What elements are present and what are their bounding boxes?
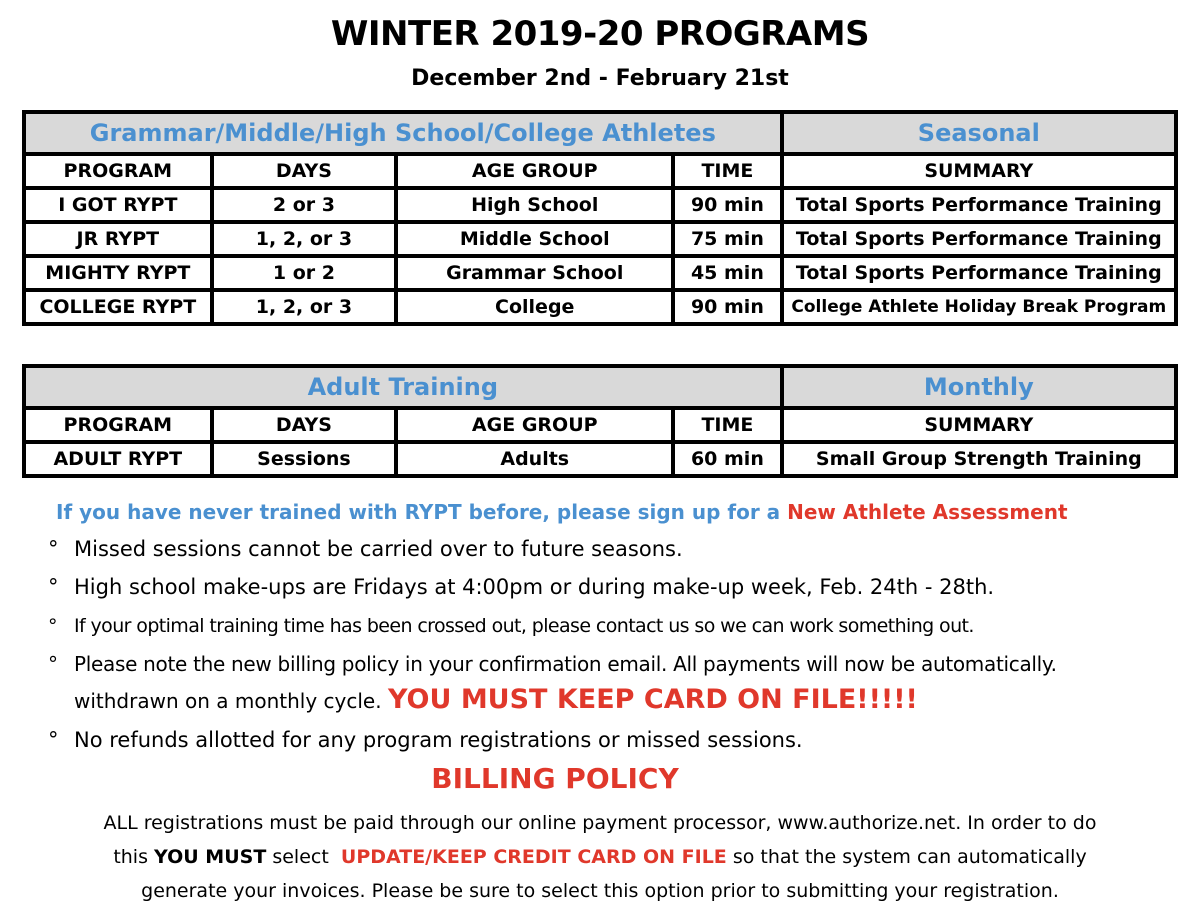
bullet-marker: ° <box>48 652 58 676</box>
section-title: Grammar/Middle/High School/College Athletes <box>24 112 782 154</box>
summary-cell: Small Group Strength Training <box>782 442 1176 476</box>
age-group-cell: College <box>396 290 673 324</box>
table-row <box>24 256 1176 290</box>
column-header: DAYS <box>212 154 397 188</box>
bullet-marker: ° <box>48 615 57 637</box>
billing-policy-title: BILLING POLICY <box>431 762 679 795</box>
column-header: PROGRAM <box>24 154 212 188</box>
bullet-marker: ° <box>48 537 59 561</box>
days-cell: 1, 2, or 3 <box>212 290 397 324</box>
bullet-marker: ° <box>48 728 59 752</box>
table-row <box>24 290 1176 324</box>
bullet-marker: ° <box>48 575 59 599</box>
billing-text: select <box>272 846 329 868</box>
column-header: AGE GROUP <box>396 154 673 188</box>
days-cell: 1, 2, or 3 <box>212 222 397 256</box>
days-cell: Sessions <box>212 442 397 476</box>
new-athlete-notice <box>56 500 1068 524</box>
list-item <box>48 537 683 561</box>
days-cell: 1 or 2 <box>212 256 397 290</box>
section-type: Seasonal <box>782 112 1176 154</box>
list-item-continuation <box>48 684 918 715</box>
program-cell: MIGHTY RYPT <box>24 256 212 290</box>
billing-text: this <box>113 846 148 868</box>
age-group-cell: Middle School <box>396 222 673 256</box>
bullet-text: Missed sessions cannot be carried over to future seasons. <box>74 537 683 561</box>
time-cell: 45 min <box>673 256 781 290</box>
billing-option-highlight: UPDATE/KEEP CREDIT CARD ON FILE <box>340 846 727 868</box>
summary-cell: Total Sports Performance Training <box>782 188 1176 222</box>
list-item <box>48 575 994 599</box>
youth-programs-table <box>22 110 1178 326</box>
summary-cell: Total Sports Performance Training <box>782 256 1176 290</box>
bullet-text: No refunds allotted for any program registrations or missed sessions. <box>74 728 803 752</box>
bullet-text: withdrawn on a monthly cycle. <box>74 689 382 713</box>
table-section-header <box>24 366 1176 408</box>
date-range: December 2nd - February 21st <box>411 66 789 91</box>
age-group-cell: Grammar School <box>396 256 673 290</box>
age-group-cell: High School <box>396 188 673 222</box>
column-header: PROGRAM <box>24 408 212 442</box>
column-header: AGE GROUP <box>396 408 673 442</box>
notice-text: If you have never trained with RYPT before, please sign up for a <box>56 500 781 524</box>
column-header: DAYS <box>212 408 397 442</box>
notice-highlight: New Athlete Assessment <box>787 500 1068 524</box>
section-type: Monthly <box>782 366 1176 408</box>
billing-text-line: ALL registrations must be paid through our online payment processor, www.authorize.net. In order to do <box>103 812 1097 834</box>
table-section-header <box>24 112 1176 154</box>
list-item <box>48 615 974 637</box>
column-header: TIME <box>673 408 781 442</box>
summary-cell: College Athlete Holiday Break Program <box>782 290 1176 324</box>
program-cell: COLLEGE RYPT <box>24 290 212 324</box>
billing-text-line <box>0 846 1200 868</box>
billing-text-line: generate your invoices. Please be sure to select this option prior to submitting your registration. <box>141 880 1059 902</box>
time-cell: 60 min <box>673 442 781 476</box>
program-cell: I GOT RYPT <box>24 188 212 222</box>
card-on-file-warning: YOU MUST KEEP CARD ON FILE!!!!! <box>387 684 918 715</box>
column-header: TIME <box>673 154 781 188</box>
bullet-text: Please note the new billing policy in your confirmation email. All payments will now be automatically. <box>74 652 1057 676</box>
time-cell: 90 min <box>673 188 781 222</box>
bullet-text: If your optimal training time has been crossed out, please contact us so we can work something out. <box>74 615 974 637</box>
table-row <box>24 188 1176 222</box>
program-cell: JR RYPT <box>24 222 212 256</box>
column-header-row <box>24 154 1176 188</box>
time-cell: 90 min <box>673 290 781 324</box>
billing-text: so that the system can automatically <box>732 846 1087 868</box>
program-cell: ADULT RYPT <box>24 442 212 476</box>
bullet-text: High school make-ups are Fridays at 4:00pm or during make-up week, Feb. 24th - 28th. <box>74 575 995 599</box>
list-item <box>48 728 803 752</box>
list-item <box>48 652 1057 676</box>
table-row <box>24 222 1176 256</box>
time-cell: 75 min <box>673 222 781 256</box>
adult-programs-table <box>22 364 1178 478</box>
column-header: SUMMARY <box>782 408 1176 442</box>
section-title: Adult Training <box>24 366 782 408</box>
billing-emphasis: YOU MUST <box>154 846 267 868</box>
column-header-row <box>24 408 1176 442</box>
days-cell: 2 or 3 <box>212 188 397 222</box>
column-header: SUMMARY <box>782 154 1176 188</box>
age-group-cell: Adults <box>396 442 673 476</box>
summary-cell: Total Sports Performance Training <box>782 222 1176 256</box>
page-title: WINTER 2019-20 PROGRAMS <box>330 14 870 54</box>
table-row <box>24 442 1176 476</box>
